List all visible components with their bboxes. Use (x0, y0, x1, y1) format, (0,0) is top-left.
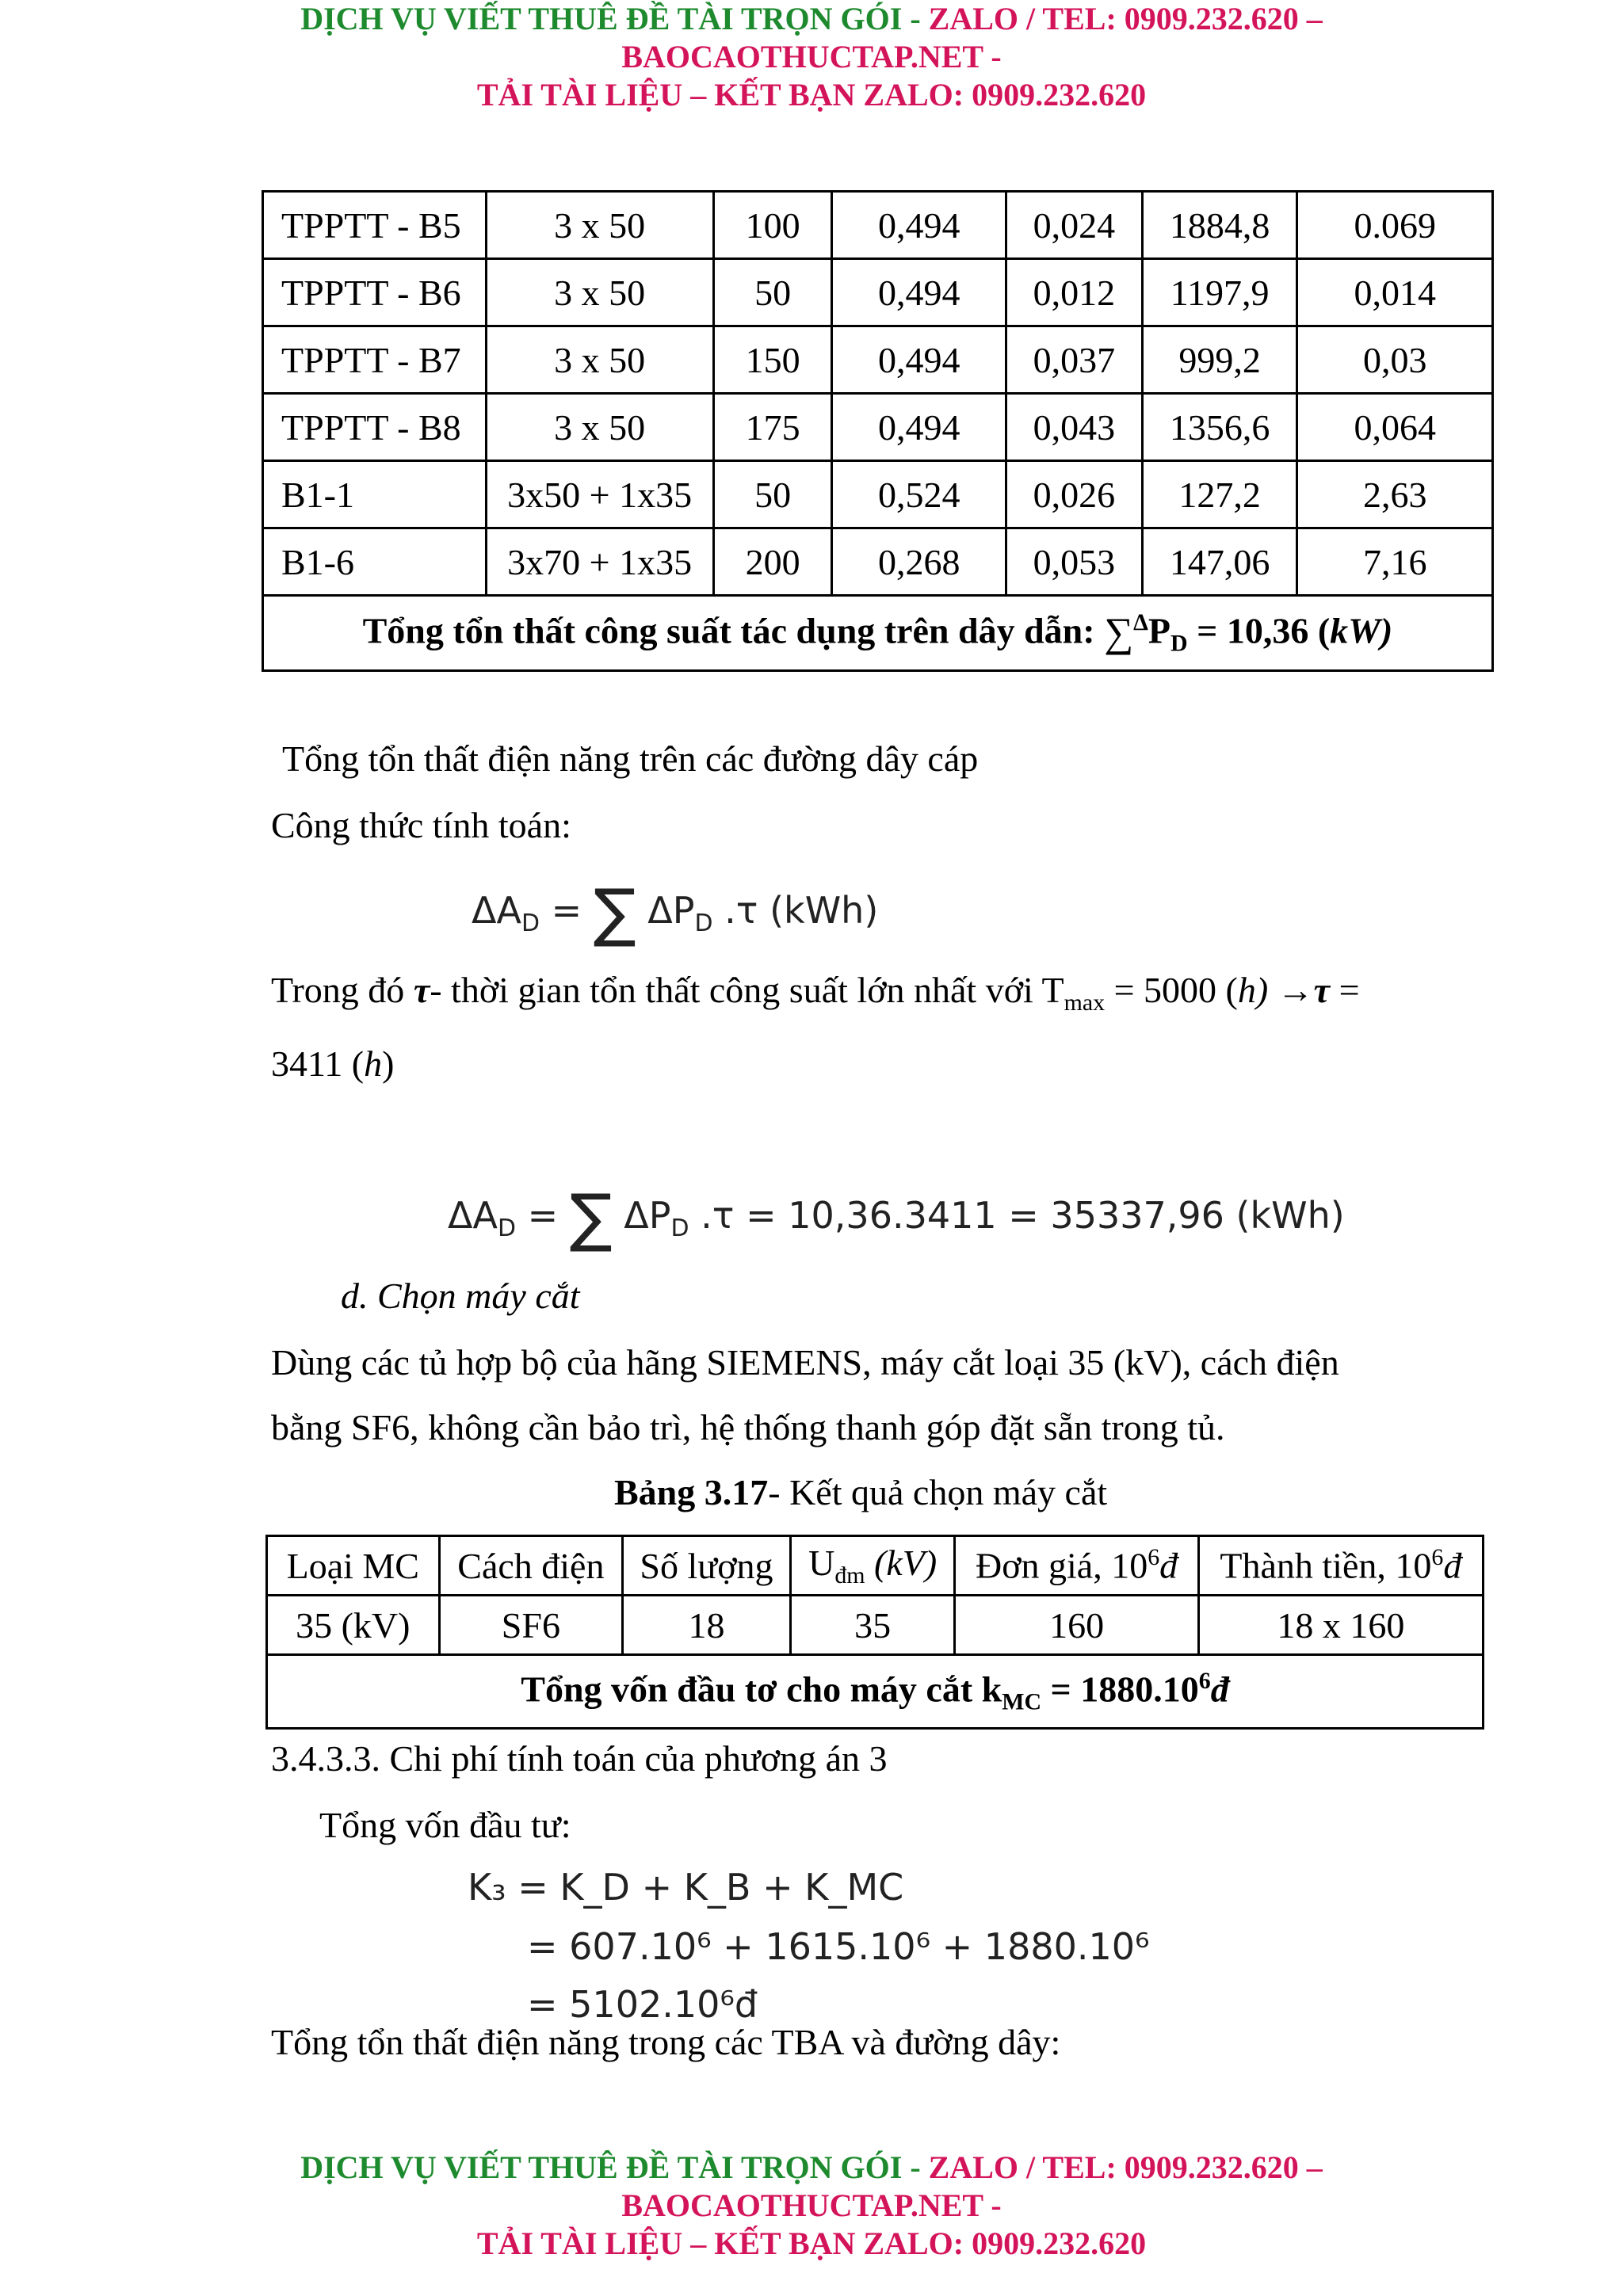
formula-investment-line3: = 5102.10⁶đ (527, 1983, 758, 2026)
table-cell: 1197,9 (1142, 259, 1297, 326)
footer-download: TẢI TÀI LIỆU – KẾT BẠN ZALO: 0909.232.620 (476, 2225, 1147, 2261)
table-cell: 200 (713, 528, 832, 596)
paragraph-siemens-1: Dùng các tủ hợp bộ của hãng SIEMENS, máy cắt loại 35 (kV), cách điện (271, 1342, 1339, 1383)
table-cell: 127,2 (1142, 461, 1297, 528)
table-cell: 0,064 (1297, 394, 1493, 461)
table-cell: 18 x 160 (1198, 1596, 1483, 1655)
paragraph-total-energy-loss: Tổng tổn thất điện năng trên các đường dây cáp (282, 738, 979, 779)
table-cell: 0,012 (1006, 259, 1143, 326)
header-site: BAOCAOTHUCTAP.NET - (621, 39, 1002, 74)
table-cell: 18 (623, 1596, 791, 1655)
table-cell: 3x70 + 1x35 (486, 528, 713, 596)
formula-investment-line1: K₃ = K_D + K_B + K_MC (468, 1866, 904, 1909)
table-cell: 3 x 50 (486, 394, 713, 461)
header-download: TẢI TÀI LIỆU – KẾT BẠN ZALO: 0909.232.620 (476, 77, 1147, 113)
table-row (263, 528, 1493, 596)
table-cell: 175 (713, 394, 832, 461)
table-cell: B1-6 (263, 528, 487, 596)
table-cell: TPPTT - B6 (263, 259, 487, 326)
table-row (263, 461, 1493, 528)
paragraph-siemens-2: bằng SF6, không cần bảo trì, hệ thống thanh góp đặt sẵn trong tủ. (271, 1407, 1225, 1447)
table-cell: 0,026 (1006, 461, 1143, 528)
table-cell: 50 (713, 461, 832, 528)
table-cell: 0,524 (832, 461, 1006, 528)
total-investment-cell: Tổng vốn đầu tơ cho máy cắt $k_{MC}$ = $1880.10^6đ$ (267, 1655, 1484, 1729)
table-total-row (263, 596, 1493, 671)
table-cell: 3x50 + 1x35 (486, 461, 713, 528)
header-cell: $U_{đm}$ (kV) (790, 1536, 955, 1596)
formula-energy-loss-result: $\Delta A_D$ = ∑ $\Delta P_D$ .τ = 10,36.3411 = 35337,96 (kWh) (448, 1180, 1345, 1254)
table-header-row (267, 1536, 1484, 1596)
table-cell: 0,494 (832, 394, 1006, 461)
table-cell: 0,494 (832, 192, 1006, 259)
table-row (263, 192, 1493, 259)
table-cell: 1884,8 (1142, 192, 1297, 259)
table-cell: 3 x 50 (486, 259, 713, 326)
table-cell: 35 (790, 1596, 955, 1655)
table-cell: 0,494 (832, 326, 1006, 394)
header-cell: Số lượng (623, 1536, 791, 1596)
table-cell: 0,03 (1297, 326, 1493, 394)
table-total-row (267, 1655, 1484, 1729)
section-heading-cost: 3.4.3.3. Chi phí tính toán của phương án 3 (271, 1738, 888, 1779)
header-cell: Thành tiền, $10^6đ$ (1198, 1536, 1483, 1596)
paragraph-total-investment: Tổng vốn đầu tư: (319, 1805, 571, 1845)
table-cell: 1356,6 (1142, 394, 1297, 461)
table-cell: 0,024 (1006, 192, 1143, 259)
table-cell: 150 (713, 326, 832, 394)
page-header (0, 0, 1623, 114)
table-cell: 50 (713, 259, 832, 326)
circuit-breaker-table (265, 1535, 1484, 1730)
table-cell: TPPTT - B8 (263, 394, 487, 461)
table-cell: 0,494 (832, 259, 1006, 326)
header-cell: Loại MC (267, 1536, 440, 1596)
footer-contact: ZALO / TEL: 0909.232.620 – (928, 2149, 1323, 2185)
table-cell: 0,053 (1006, 528, 1143, 596)
paragraph-tau-definition: Trong đó τ- thời gian tổn thất công suất lớn nhất với $T_{max} = 5000$ (h) →τ = (271, 970, 1360, 1016)
table-cell: 3 x 50 (486, 326, 713, 394)
total-loss-cell: Tổng tổn thất công suất tác dụng trên dây dẫn: $\sum^\Delta P_D = 10,36$ (kW) (263, 596, 1493, 671)
table-cell: 2,63 (1297, 461, 1493, 528)
header-service: DỊCH VỤ VIẾT THUÊ ĐỀ TÀI TRỌN GÓI - (300, 1, 929, 36)
paragraph-tba-loss: Tổng tổn thất điện năng trong các TBA và đường dây: (271, 2022, 1061, 2062)
table-cell: 35 (kV) (267, 1596, 440, 1655)
header-contact: ZALO / TEL: 0909.232.620 – (928, 1, 1323, 36)
table-caption: Bảng 3.17- Kết quả chọn máy cắt (614, 1472, 1108, 1512)
table-cell: 147,06 (1142, 528, 1297, 596)
formula-investment-line2: = 607.10⁶ + 1615.10⁶ + 1880.10⁶ (527, 1925, 1150, 1968)
footer-service: DỊCH VỤ VIẾT THUÊ ĐỀ TÀI TRỌN GÓI - (300, 2149, 929, 2185)
table-cell: TPPTT - B7 (263, 326, 487, 394)
formula-energy-loss: $\Delta A_D$ = ∑ $\Delta P_D$ .τ (kWh) (472, 875, 879, 949)
paragraph-formula-intro: Công thức tính toán: (271, 805, 571, 845)
section-heading-circuit-breaker: d. Chọn máy cắt (341, 1276, 580, 1316)
table-cell: SF6 (439, 1596, 623, 1655)
table-cell: 0,014 (1297, 259, 1493, 326)
table-cell: 7,16 (1297, 528, 1493, 596)
footer-site: BAOCAOTHUCTAP.NET - (621, 2187, 1002, 2223)
table-cell: B1-1 (263, 461, 487, 528)
table-row (263, 326, 1493, 394)
table-row (267, 1596, 1484, 1655)
table-cell: 999,2 (1142, 326, 1297, 394)
table-row (263, 394, 1493, 461)
table-cell: TPPTT - B5 (263, 192, 487, 259)
table-cell: 3 x 50 (486, 192, 713, 259)
table-row (263, 259, 1493, 326)
table-cell: 0,043 (1006, 394, 1143, 461)
table-cell: 0,037 (1006, 326, 1143, 394)
page-footer (0, 2149, 1623, 2263)
cable-loss-table (262, 190, 1494, 672)
table-cell: 0.069 (1297, 192, 1493, 259)
table-cell: 100 (713, 192, 832, 259)
paragraph-tau-value: 3411 (h) (271, 1043, 395, 1084)
header-cell: Đơn giá, $10^6đ$ (955, 1536, 1198, 1596)
table-cell: 160 (955, 1596, 1198, 1655)
table-cell: 0,268 (832, 528, 1006, 596)
header-cell: Cách điện (439, 1536, 623, 1596)
